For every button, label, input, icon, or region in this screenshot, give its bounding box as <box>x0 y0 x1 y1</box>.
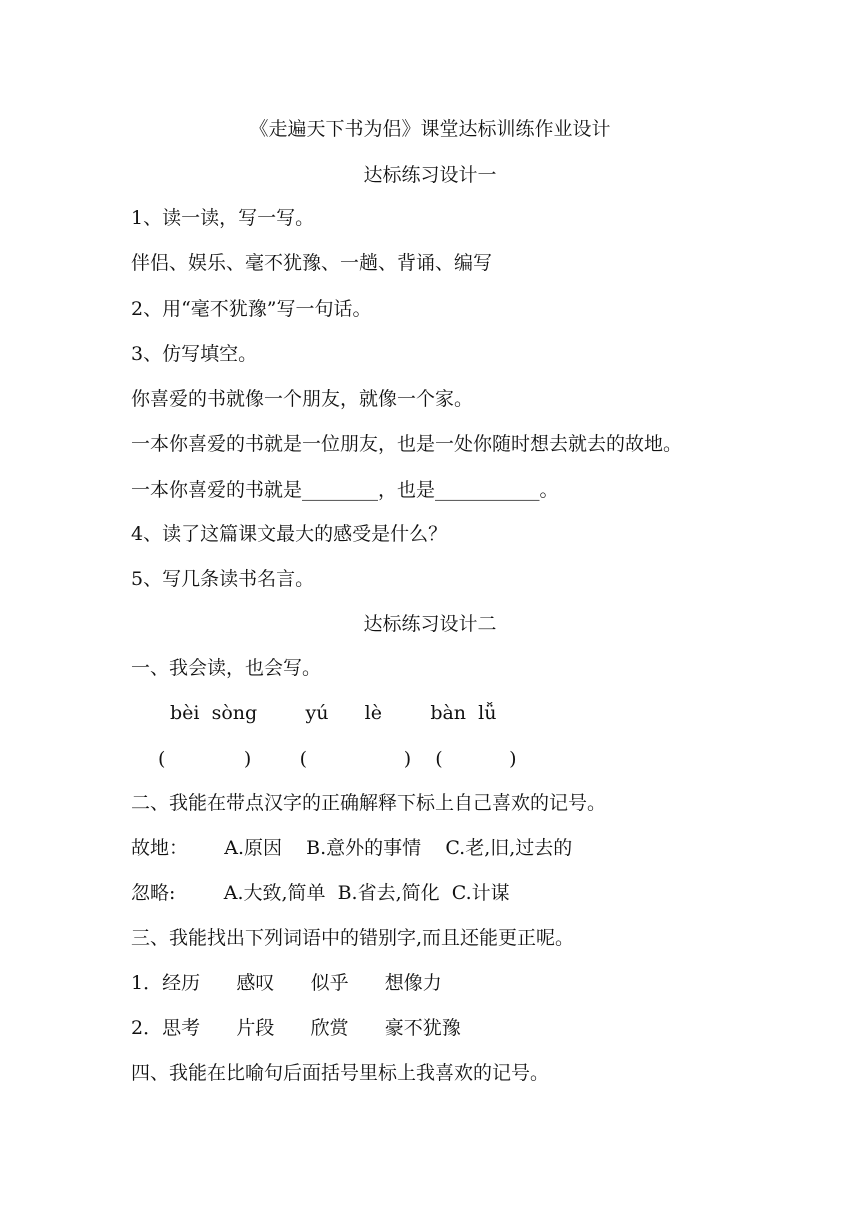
part-2-line-1: 故地： A.原因 B.意外的事情 C.老,旧,过去的 <box>131 837 573 859</box>
question-5: 5、写几条读书名言。 <box>131 568 315 590</box>
question-3-line-1: 你喜爱的书就像一个朋友，就像一个家。 <box>131 388 474 410</box>
question-4: 4、读了这篇课文最大的感受是什么？ <box>131 523 448 545</box>
question-1-words: 伴侣、娱乐、毫不犹豫、一趟、背诵、编写 <box>131 252 493 274</box>
question-3-line-3: 一本你喜爱的书就是________，也是___________。 <box>131 479 559 501</box>
part-2-line-2: 忽略: A.大致,简单 B.省去,简化 C.计谋 <box>131 882 510 904</box>
question-1: 1、读一读，写一写。 <box>131 207 315 229</box>
question-3-line-2: 一本你喜爱的书就是一位朋友，也是一处你随时想去就去的故地。 <box>131 433 683 455</box>
document-title: 《走遍天下书为侣》课堂达标训练作业设计 <box>249 118 611 140</box>
part-1-pinyin: bèi sòng yú lè bàn lǚ <box>170 702 497 724</box>
part-3-line-2: 2．思考 片段 欣赏 豪不犹豫 <box>131 1017 461 1039</box>
part-1: 一、我会读，也会写。 <box>131 657 322 679</box>
part-2: 二、我能在带点汉字的正确解释下标上自己喜欢的记号。 <box>131 792 607 814</box>
part-1-blanks: ( ) ( ) ( ) <box>158 748 517 770</box>
question-2: 2、用“毫不犹豫”写一句话。 <box>131 298 372 320</box>
part-3: 三、我能找出下列词语中的错别字,而且还能更正呢。 <box>131 927 575 949</box>
question-3: 3、仿写填空。 <box>131 343 258 365</box>
part-4: 四、我能在比喻句后面括号里标上我喜欢的记号。 <box>131 1062 550 1084</box>
part-3-line-1: 1．经历 感叹 似乎 想像力 <box>131 972 442 994</box>
section1-heading: 达标练习设计一 <box>363 164 497 186</box>
section2-heading: 达标练习设计二 <box>363 613 497 635</box>
